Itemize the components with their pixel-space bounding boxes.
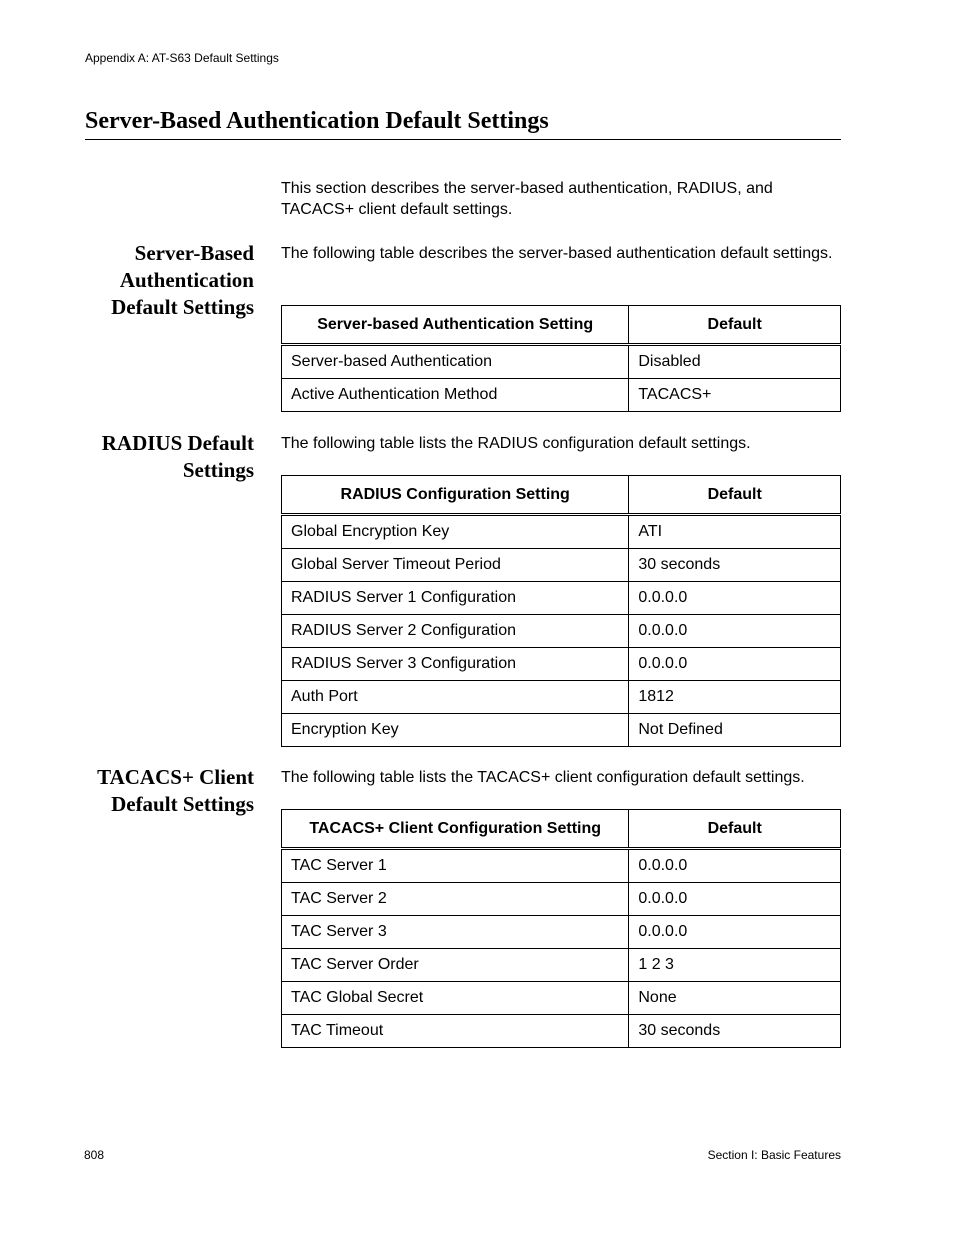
page-number: 808	[84, 1148, 105, 1162]
table-header-row	[282, 476, 841, 515]
setting-cell: RADIUS Server 3 Configuration	[282, 648, 629, 681]
intro-paragraph: This section describes the server-based authentication, RADIUS, and TACACS+ client default settings.	[281, 180, 773, 218]
table-row	[282, 916, 841, 949]
column-header-setting: RADIUS Configuration Setting	[282, 476, 629, 515]
default-cell: 0.0.0.0	[629, 582, 841, 615]
footer-section-title: Section I: Basic Features	[707, 1148, 841, 1162]
section-heading-radius: RADIUS Default Settings	[101, 431, 254, 482]
radius-settings-table	[281, 475, 841, 747]
default-cell: 1 2 3	[629, 949, 841, 982]
table-row	[282, 982, 841, 1015]
table-row	[282, 515, 841, 549]
default-cell: Not Defined	[629, 714, 841, 747]
table-row	[282, 883, 841, 916]
default-cell: Disabled	[629, 345, 841, 379]
setting-cell: TAC Server Order	[282, 949, 629, 982]
default-cell: 1812	[629, 681, 841, 714]
setting-cell: Active Authentication Method	[282, 379, 629, 412]
setting-cell: Global Encryption Key	[282, 515, 629, 549]
table-row	[282, 714, 841, 747]
column-header-setting: TACACS+ Client Configuration Setting	[282, 810, 629, 849]
setting-cell: TAC Global Secret	[282, 982, 629, 1015]
setting-cell: RADIUS Server 1 Configuration	[282, 582, 629, 615]
running-header: Appendix A: AT-S63 Default Settings	[85, 51, 279, 65]
setting-cell: TAC Server 1	[282, 849, 629, 883]
table-row	[282, 345, 841, 379]
server-based-auth-table	[281, 305, 841, 412]
table-header-row	[282, 810, 841, 849]
section-lead-server-based: The following table describes the server-based authentication default settings.	[281, 245, 833, 262]
column-header-setting: Server-based Authentication Setting	[282, 306, 629, 345]
default-cell: TACACS+	[629, 379, 841, 412]
default-cell: 0.0.0.0	[629, 648, 841, 681]
default-cell: 30 seconds	[629, 549, 841, 582]
table-row	[282, 582, 841, 615]
setting-cell: TAC Server 3	[282, 916, 629, 949]
setting-cell: TAC Server 2	[282, 883, 629, 916]
tacacs-settings-table	[281, 809, 841, 1048]
default-cell: 0.0.0.0	[629, 916, 841, 949]
table-row	[282, 1015, 841, 1048]
column-header-default: Default	[629, 306, 841, 345]
default-cell: None	[629, 982, 841, 1015]
default-cell: 0.0.0.0	[629, 883, 841, 916]
table-row	[282, 681, 841, 714]
table-row	[282, 379, 841, 412]
setting-cell: TAC Timeout	[282, 1015, 629, 1048]
section-heading-server-based: Server-Based Authentication Default Settings	[111, 241, 254, 319]
default-cell: 0.0.0.0	[629, 615, 841, 648]
setting-cell: Encryption Key	[282, 714, 629, 747]
section-lead-tacacs: The following table lists the TACACS+ client configuration default settings.	[281, 769, 805, 786]
setting-cell: Auth Port	[282, 681, 629, 714]
table-row	[282, 615, 841, 648]
default-cell: 30 seconds	[629, 1015, 841, 1048]
column-header-default: Default	[629, 810, 841, 849]
setting-cell: Server-based Authentication	[282, 345, 629, 379]
setting-cell: RADIUS Server 2 Configuration	[282, 615, 629, 648]
column-header-default: Default	[629, 476, 841, 515]
default-cell: ATI	[629, 515, 841, 549]
table-row	[282, 549, 841, 582]
table-row	[282, 648, 841, 681]
setting-cell: Global Server Timeout Period	[282, 549, 629, 582]
page-title: Server-Based Authentication Default Settings	[85, 106, 841, 140]
table-row	[282, 849, 841, 883]
section-lead-radius: The following table lists the RADIUS configuration default settings.	[281, 435, 751, 452]
table-row	[282, 949, 841, 982]
table-header-row	[282, 306, 841, 345]
default-cell: 0.0.0.0	[629, 849, 841, 883]
section-heading-tacacs: TACACS+ Client Default Settings	[97, 765, 254, 816]
